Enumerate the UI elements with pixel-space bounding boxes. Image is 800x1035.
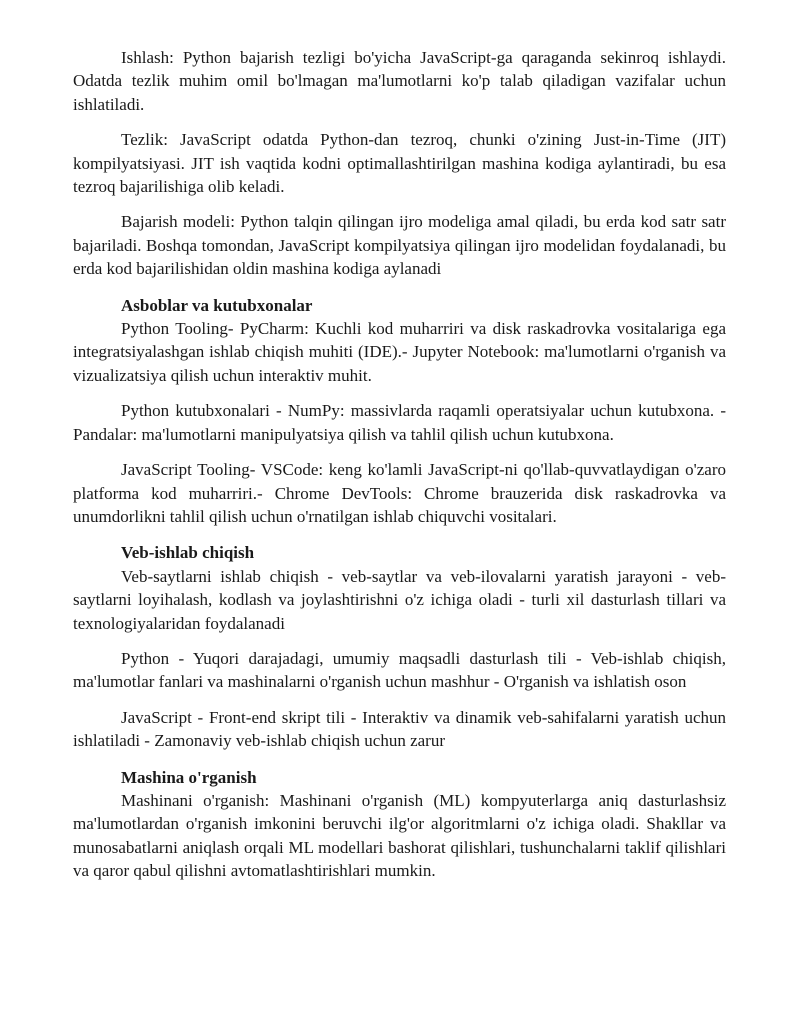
paragraph-python-libraries: Python kutubxonalari - NumPy: massivlarda raqamli operatsiyalar uchun kutubxona. - Pandalar: ma'lumotlarni manipulyatsiya qilish va tahlil qilish uchun kutubxona. bbox=[73, 401, 726, 444]
heading-tools-libraries: Asboblar va kutubxonalar bbox=[121, 295, 313, 315]
paragraph-speed: Tezlik: JavaScript odatda Python-dan tezroq, chunki o'zining Just-in-Time (JIT) kompilyatsiyasi. JIT ish vaqtida kodni optimallashtirilgan mashina kodiga aylantiradi, bu esa tezroq bajarilishiga olib keladi. bbox=[73, 130, 726, 197]
paragraph-python-web: Python - Yuqori darajadagi, umumiy maqsadli dasturlash tili - Veb-ishlab chiqish, ma'lumotlar fanlari va mashinalarni o'rganish uchun mashhur - O'rganish va ishlatish oson bbox=[73, 648, 726, 692]
paragraph-execution-model: Bajarish modeli: Python talqin qilingan ijro modeliga amal qiladi, bu erda kod satr satr bajariladi. Boshqa tomondan, JavaScript kompilyatsiya qilingan ijro modelidan foydalanadi, bu erda kod bajarilishidan oldin mashina kodiga aylanadi bbox=[73, 212, 726, 279]
paragraph-performance: Ishlash: Python bajarish tezligi bo'yicha JavaScript-ga qaraganda sekinroq ishlaydi. Odatda tezlik muhim omil bo'lmagan ma'lumotlarni ko'p talab qiladigan vazifalar uchun ishlatiladi. bbox=[73, 48, 726, 114]
paragraph-machine-learning: Mashinani o'rganish: Mashinani o'rganish (ML) kompyuterlarga aniq dasturlashsiz ma'lumotlardan o'rganish imkonini beruvchi ilg'or algoritmlarni o'z ichiga oladi. Shakllar va munosabatlarni aniqlash orqali ML modellari bashorat qilishlari, tushunchalarni taklif qilishlari va qaror qabul qilishni avtomatlashtirishlari mumkin. bbox=[73, 790, 726, 881]
heading-web-development: Veb-ishlab chiqish bbox=[121, 543, 255, 563]
heading-machine-learning: Mashina o'rganish bbox=[121, 767, 257, 787]
document-page bbox=[73, 46, 726, 883]
paragraph-javascript-tooling: JavaScript Tooling- VSCode: keng ko'lamli JavaScript-ni qo'llab-quvvatlaydigan o'zaro platforma kod muharriri.- Chrome DevTools: Chrome brauzerida disk raskadrovka va unumdorlikni tahlil qilish uchun o'rnatilgan ishlab chiquvchi vositalari. bbox=[73, 460, 726, 526]
paragraph-javascript-web: JavaScript - Front-end skript tili - Interaktiv va dinamik veb-sahifalarni yaratish uchun ishlatiladi - Zamonaviy veb-ishlab chiqish uchun zarur bbox=[73, 707, 726, 751]
paragraph-web-development: Veb-saytlarni ishlab chiqish - veb-saytlar va veb-ilovalarni yaratish jarayoni - veb-saytlarni loyihalash, kodlash va joylashtirishni o'z ichiga oladi - turli xil dasturlash tillari va texnologiyalaridan foydalanadi bbox=[73, 566, 726, 633]
paragraph-python-tooling: Python Tooling- PyCharm: Kuchli kod muharriri va disk raskadrovka vositalariga ega integratsiyalashgan ishlab chiqish muhiti (IDE).- Jupyter Notebook: ma'lumotlarni o'rganish va vizualizatsiya qilish uchun interaktiv muhit. bbox=[73, 319, 726, 385]
